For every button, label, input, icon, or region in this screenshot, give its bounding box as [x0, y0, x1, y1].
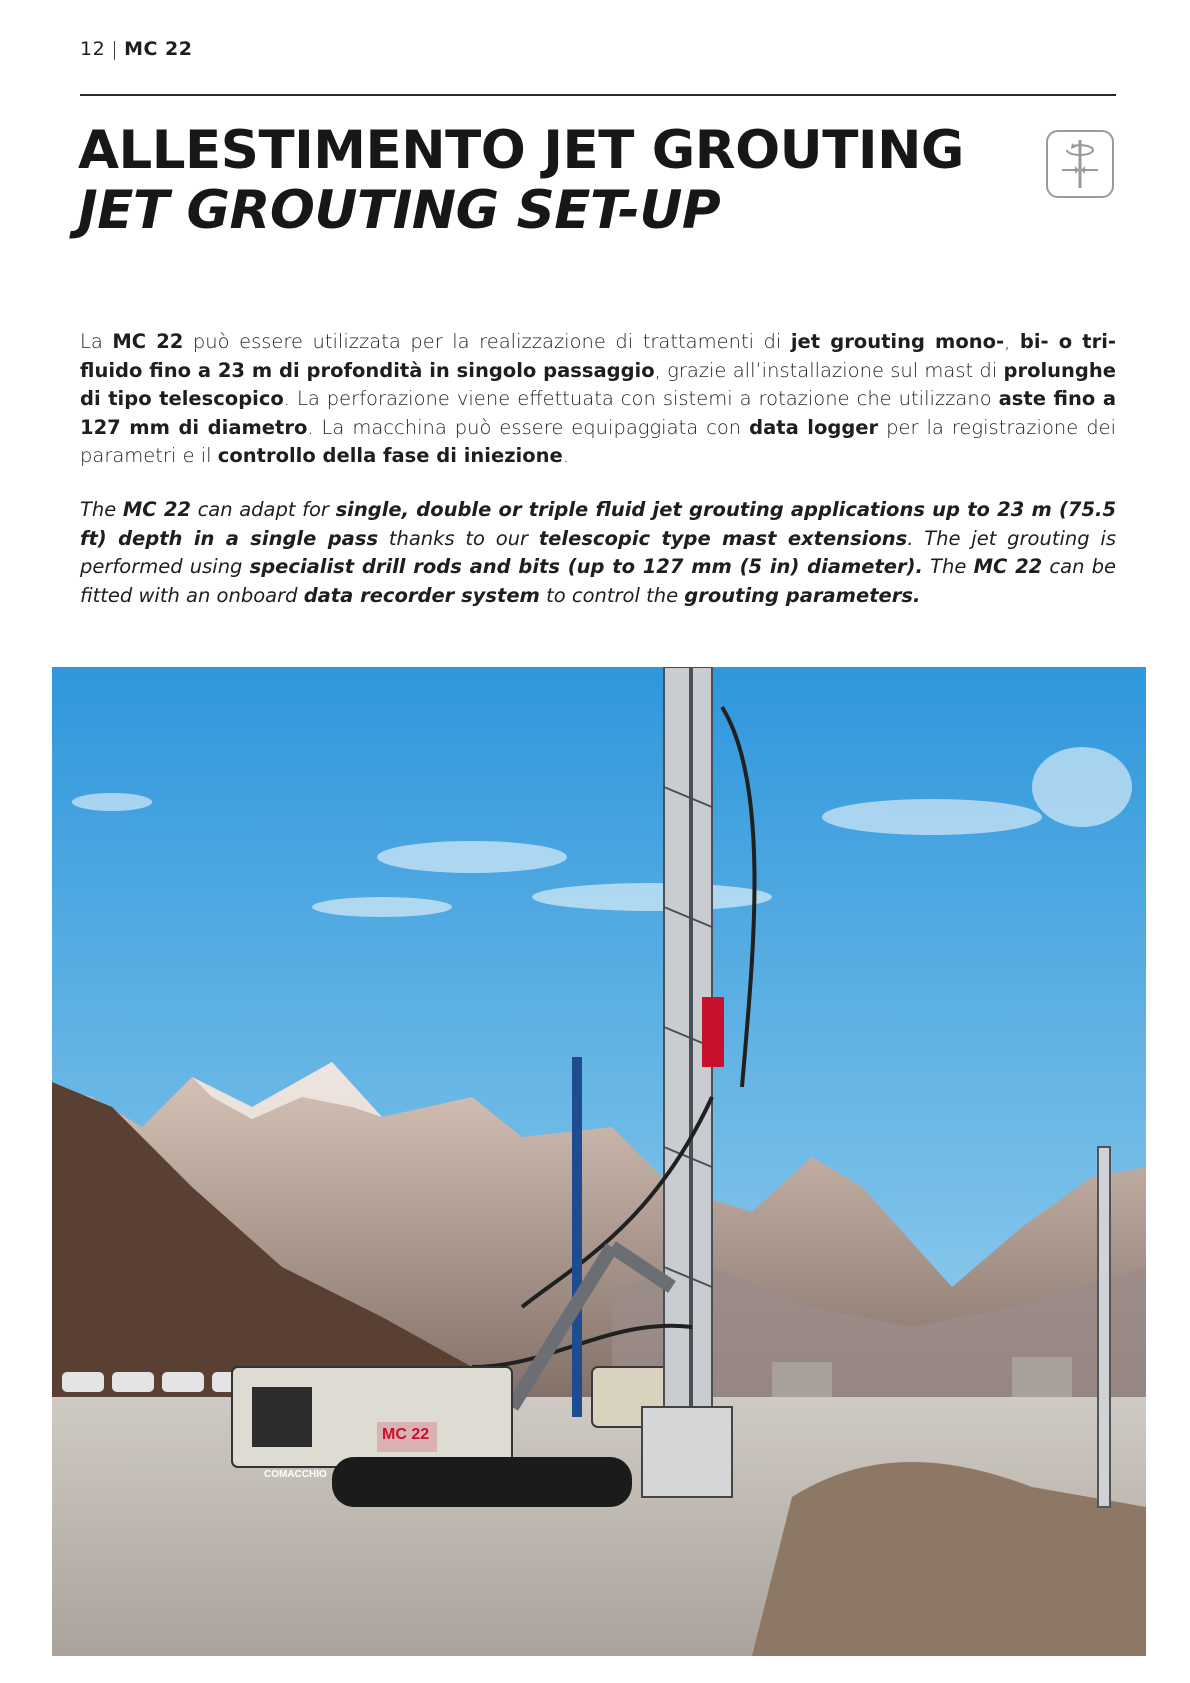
photo-crawler-track [332, 1457, 632, 1507]
paragraph_it-run-10: . La macchina può essere equipaggiata con [307, 415, 750, 439]
photo-rig-body [232, 1367, 512, 1467]
drilling-rig-photo [52, 667, 1146, 1656]
photo-drill-mast [664, 667, 712, 1487]
photo-mast-foot [642, 1407, 732, 1497]
photo-rotary-head [702, 997, 724, 1067]
paragraph_en-run-1: MC 22 [122, 498, 191, 521]
paragraph_en-run-9: MC 22 [973, 555, 1043, 578]
header-rule [80, 94, 1116, 96]
paragraph_it-run-11: data logger [749, 415, 879, 439]
paragraph_en-run-7: specialist drill rods and bits (up to 127 mm (5 in) diameter). [249, 555, 923, 578]
heading-italian: ALLESTIMENTO JET GROUTING [78, 120, 964, 181]
paragraph_it-run-13: controllo della fase di iniezione [217, 444, 563, 467]
photo-right-mast [1098, 1147, 1110, 1507]
paragraph_en-run-12: to control the [539, 583, 685, 607]
paragraph_en-run-3: single, double or triple fluid jet grouting applications up to 23 m (75.5 ft) depth in a single pass [80, 498, 1117, 550]
paragraph_en-run-10: can be fitted with an onboard [80, 555, 1116, 607]
paragraph_en-run-2: can adapt for [190, 498, 336, 521]
paragraph_en-run-8: The [922, 555, 974, 578]
paragraph_en-run-5: telescopic type mast extensions [538, 526, 908, 550]
photo-secondary-mast [572, 1057, 582, 1417]
paragraph_en-run-13: grouting parameters. [684, 583, 921, 607]
paragraph_it-run-14: . [562, 444, 569, 467]
paragraph_it-run-7: prolunghe di tipo telescopico [80, 358, 1117, 410]
page-number: 12 [80, 38, 106, 60]
paragraph-italian [80, 328, 1116, 471]
machine-label: MC 22 [382, 1426, 430, 1443]
paragraph_en-run-6: . The jet grouting is performed using [80, 526, 1116, 578]
paragraph_it-run-12: per la registrazione dei parametri e il [80, 415, 1117, 467]
paragraph_it-run-8: . La perforazione viene effettuata con sistemi a rotazione che utilizzano [283, 387, 999, 410]
paragraph_it-run-0: La [80, 330, 113, 353]
paragraph_en-run-0: The [80, 498, 123, 521]
paragraph_it-run-5: bi- o tri-fluido fino a 23 m di profondità in singolo passaggio [80, 330, 1116, 382]
paragraph_en-run-11: data recorder system [303, 583, 540, 607]
header-title: MC 22 [124, 38, 193, 60]
heading-english: JET GROUTING SET-UP [78, 180, 721, 241]
page-header [80, 38, 193, 60]
paragraph_it-run-2: può essere utilizzata per la realizzazione di trattamenti di [183, 330, 791, 353]
paragraph_it-run-3: jet grouting mono- [790, 330, 1005, 353]
brand-label: COMACCHIO [264, 1469, 327, 1480]
paragraph_it-run-4: , [1004, 330, 1020, 353]
paragraph_en-run-4: thanks to our [378, 526, 539, 550]
paragraph-english [80, 496, 1116, 610]
header-separator: | [111, 38, 119, 60]
paragraph_it-run-6: , grazie all’installazione sul mast di [654, 358, 1004, 382]
jet-grouting-rotation-icon [1046, 130, 1114, 198]
paragraph_it-run-1: MC 22 [112, 330, 184, 353]
paragraph_it-run-9: aste fino a 127 mm di diametro [80, 387, 1117, 439]
